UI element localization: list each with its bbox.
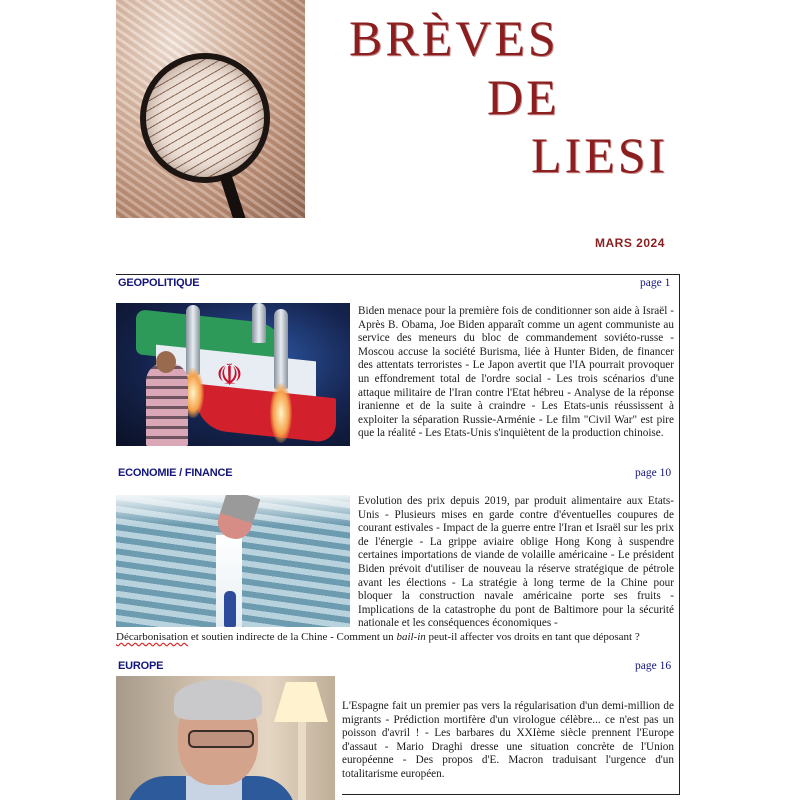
section-page-europe: page 16 [635, 660, 672, 672]
section-page-economie: page 10 [635, 467, 672, 479]
text-span: et soutien indirecte de la Chine - Comment un [188, 631, 397, 643]
section-heading-economie: ECONOMIE / FINANCE [118, 467, 233, 479]
content-box-bottom-border [342, 794, 680, 795]
section-text-economie-continued [116, 631, 676, 645]
pedestrian-figure [146, 363, 188, 446]
cover-magnifier-image [116, 0, 305, 218]
italic-term: bail-in [396, 631, 426, 643]
missile-icon [274, 309, 288, 389]
section-heading-europe: EUROPE [118, 660, 164, 672]
lamp-stem [298, 722, 306, 800]
economie-image [116, 495, 350, 627]
lamp-icon [274, 682, 328, 722]
flame-icon [270, 383, 292, 443]
glasses-icon [188, 730, 254, 748]
spellcheck-flagged-word: Décarbonisation [116, 631, 189, 643]
magnifying-glass-icon [140, 53, 270, 183]
section-text-geopolitique: Biden menace pour la première fois de conditionner son aide à Israël - Après B. Obama, Joe Biden apparaît comme un agent communiste au service des meneurs du bloc de commandement soviéto-russe - Moscou accuse la société Burisma, liée à Hunter Biden, de financer des attentats terroristes - Le Japon avertit que l'IA pourrait provoquer un effondrement total de l'ordre social - Les trois scénarios d'une attaque militaire de l'Iran contre l'Etat hébreu - Analyse de la réponse iranienne et de la suite à craindre - Les Etats-unis réussissent à exploiter la séparation Russie-Arménie - Le film "Civil War" est pire que la réalité - Les Etats-Unis s'inquiètent de la production chinoise. [358, 305, 674, 440]
pedestrian-head [156, 351, 176, 373]
title-line-1: BRÈVES [349, 10, 559, 66]
content-box-top-border [116, 274, 680, 275]
geopolitique-image [116, 303, 350, 446]
section-text-economie: Evolution des prix depuis 2019, par produit alimentaire aux Etats-Unis - Plusieurs mises en garde contre d'éventuelles coupures de courant estivales - Impact de la guerre entre l'Iran et Israël sur les prix de l'énergie - La grippe aviaire oblige Hong Kong à suspendre certaines importations de viande de volaille américaine - Le président Biden prévoit d'utiliser de nouveau la réserve stratégique de pétrole avant les élections - La stratégie à long terme de la Chine pour bloquer la construction navale américaine porte ses fruits - Implications de la catastrophe du pont de Baltimore pour la sécurité nationale et les conséquences économiques - [358, 495, 674, 630]
content-box-right-border [679, 274, 680, 795]
title-line-3: LIESI [531, 127, 669, 183]
missile-icon [186, 305, 200, 375]
businessman-figure [224, 591, 236, 627]
missile-icon [252, 303, 266, 343]
hair [174, 680, 262, 720]
title-line-2: DE [487, 69, 560, 125]
europe-image [116, 676, 335, 800]
text-span: peut-il affecter vos droits en tant que déposant ? [425, 631, 640, 643]
section-heading-geopolitique: GEOPOLITIQUE [118, 277, 200, 289]
section-page-geopolitique: page 1 [640, 277, 671, 289]
iran-emblem-icon: ☫ [216, 359, 243, 392]
issue-date: MARS 2024 [595, 236, 665, 250]
section-text-europe: L'Espagne fait un premier pas vers la régularisation d'un demi-million de migrants - Prédiction mortifère d'un virologue célèbre... ce n'est pas un poisson d'avril ! - Les barbares du XXIème siècle prennent l'Europe d'assaut - Mario Draghi dresse une situation concrète de l'Union européenne - Des propos d'E. Macron traduisant l'urgence d'un totalitarisme européen. [342, 700, 674, 780]
